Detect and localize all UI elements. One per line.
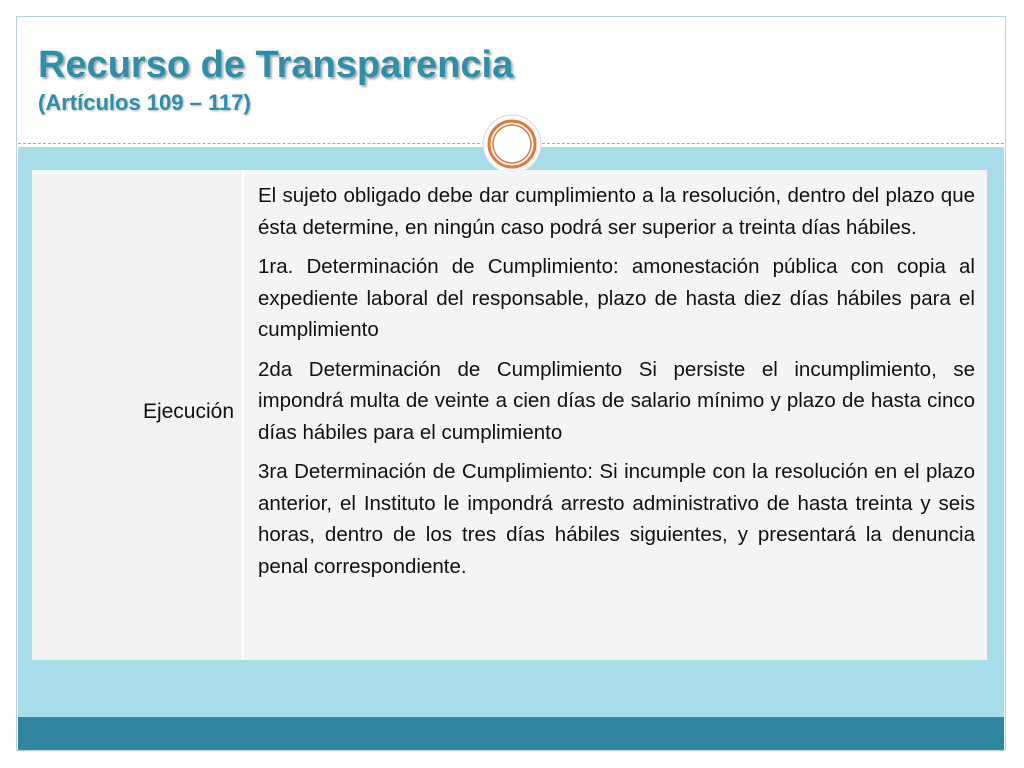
- row-label: Ejecución: [142, 400, 234, 423]
- paragraph-intro: El sujeto obligado debe dar cumplimiento a la resolución, dentro del plazo que ésta determine, en ningún caso podrá ser superior a treinta días hábiles.: [258, 184, 975, 239]
- paragraph-first-determination: 1ra. Determinación de Cumplimiento: amonestación pública con copia al expediente laboral del responsable, plazo de hasta diez días hábiles para el cumplimiento: [258, 255, 975, 341]
- paragraph-third-determination: 3ra Determinación de Cumplimiento: Si incumple con la resolución en el plazo anterior, el Instituto le impondrá arresto administrativo de hasta treinta y seis horas, dentro de los tres días hábiles siguientes, y presentará la denuncia penal correspondiente.: [258, 460, 975, 578]
- slide-subtitle: (Artículos 109 – 117): [38, 90, 251, 115]
- footer-bar: [18, 717, 1004, 750]
- content-table: [32, 170, 987, 660]
- circle-ornament-icon: [481, 113, 543, 175]
- slide-title: Recurso de Transparencia: [38, 44, 514, 86]
- row-content-cell: [244, 170, 987, 660]
- row-label-cell: [32, 170, 244, 660]
- paragraph-second-determination: 2da Determinación de Cumplimiento Si persiste el incumplimiento, se impondrá multa de veinte a cien días de salario mínimo y plazo de hasta cinco días hábiles para el cumplimiento: [258, 357, 975, 444]
